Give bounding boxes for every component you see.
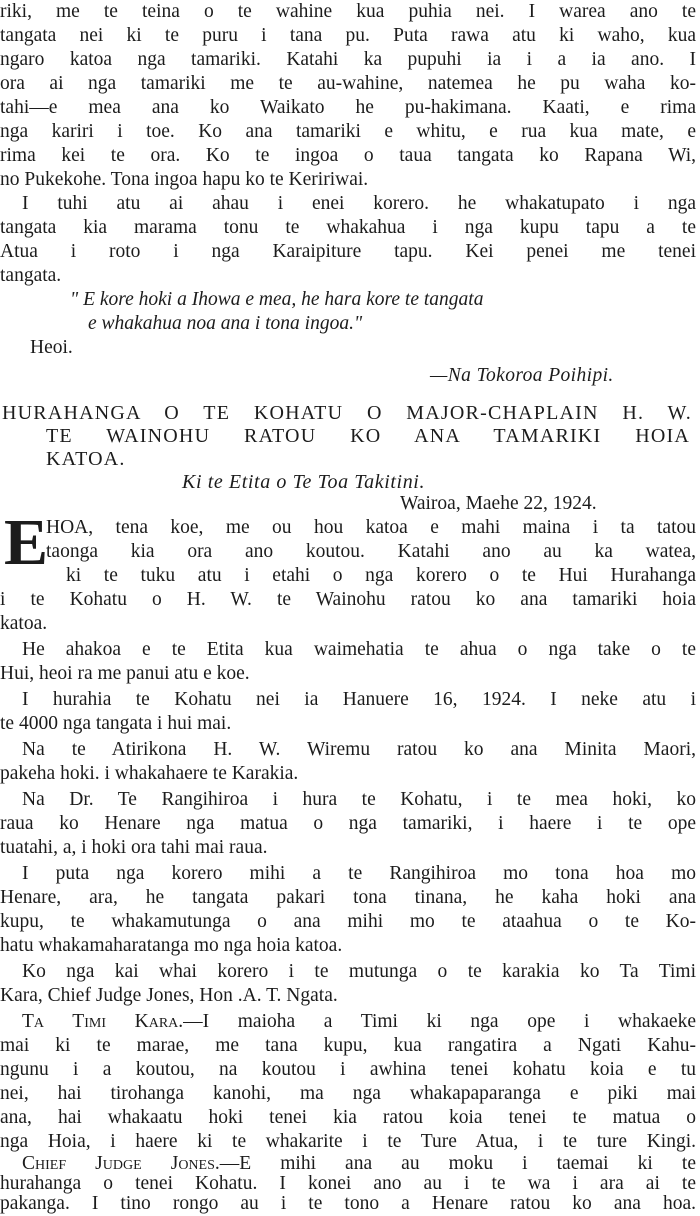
text-line: katoa. <box>0 613 48 634</box>
subheading: Ki te Etita o Te Toa Takitini. <box>182 471 426 493</box>
text-line: ki te tuku atu i etahi o nga korero o te Hui Hurahanga <box>66 565 696 586</box>
text-line: nei, hai tirohanga kanohi, ma nga whakapaparanga e piki mai <box>0 1083 696 1104</box>
text-line <box>22 1010 696 1034</box>
text-line: kupu, te whakamutunga o ana mihi mo te ataahua o te Ko- <box>0 911 696 932</box>
speaker-name: Ta Timi Kara. <box>22 1011 184 1032</box>
text-line: I hurahia te Kohatu nei ia Hanuere 16, 1924. I neke atu i <box>22 689 696 710</box>
text-line: Hui, heoi ra me panui atu e koe. <box>0 663 250 684</box>
headline: KATOA. <box>46 448 126 470</box>
speaker-name: Chief Judge Jones. <box>22 1153 220 1174</box>
speech-text: —E mihi ana au moku i taemai ki te <box>219 1153 696 1174</box>
text-line: nga Hoia, i haere ki te whakarite i te Ture Atua, i te ture Kingi. <box>0 1131 696 1152</box>
text-line: te 4000 nga tangata i hui mai. <box>0 713 232 734</box>
speech-text: —I maioha a Timi ki nga ope i whakaeke <box>183 1011 696 1032</box>
quote-line: e whakahua noa ana i tona ingoa." <box>88 313 363 334</box>
text-line: tangata. <box>0 265 62 286</box>
text-line: I puta nga korero mihi a te Rangihiroa mo tona hoa mo <box>22 863 696 884</box>
dateline: Wairoa, Maehe 22, 1924. <box>400 493 597 514</box>
text-line: i te Kohatu o H. W. te Wainohu ratou ko ana tamariki hoia <box>0 589 696 610</box>
quote-line: " E kore hoki a Ihowa e mea, he hara kore te tangata <box>70 289 484 310</box>
text-line: ana, hai whakaatu hoki tenei kia ratou koia tenei te matua o <box>0 1107 696 1128</box>
text-line: Atua i roto i nga Karaipiture tapu. Kei penei me tenei <box>0 241 696 262</box>
text-line: Na Dr. Te Rangihiroa i hura te Kohatu, i te mea hoki, ko <box>22 789 696 810</box>
signature: —Na Tokoroa Poihipi. <box>430 365 614 386</box>
text-line: Kara, Chief Judge Jones, Hon .A. T. Ngata. <box>0 985 338 1006</box>
text-line: mai ki te marae, me tana kupu, kua rangatira a Ngati Kahu- <box>0 1035 696 1056</box>
text-line: rima kei te ora. Ko te ingoa o taua tangata ko Rapana Wi, <box>0 145 696 166</box>
text-line: taonga kia ora ano koutou. Katahi ano au ka watea, <box>46 541 696 562</box>
text-line: raua ko Henare nga matua o nga tamariki, i haere i te ope <box>0 813 696 834</box>
text-line: pakanga. I tino rongo au i te tono a Henare ratou ko ana hoa. <box>0 1193 696 1214</box>
text-line: hurahanga o tenei Kohatu. I konei ano au i te wa i ara ai te <box>0 1173 696 1194</box>
text-line: He ahakoa e te Etita kua waimehatia te ahua o nga take o te <box>22 639 696 660</box>
text-line: hatu whakamaharatanga mo nga hoia katoa. <box>0 935 343 956</box>
headline: TE WAINOHU RATOU KO ANA TAMARIKI HOIA <box>46 425 690 447</box>
text-line: ngaro katoa nga tamariki. Katahi ka pupuhi ia i a ia ano. I <box>0 49 696 70</box>
text-line: I tuhi atu ai ahau i enei korero. he whakatupato i nga <box>22 193 696 214</box>
text-line: riki, me te teina o te wahine kua puhia nei. I warea ano te <box>0 1 696 22</box>
text-line: Ko nga kai whai korero i te mutunga o te karakia ko Ta Timi <box>22 961 696 982</box>
text-line: Na te Atirikona H. W. Wiremu ratou ko ana Minita Maori, <box>22 739 696 760</box>
text-line: tahi—e mea ana ko Waikato he pu-hakimana. Kaati, e rima <box>0 97 696 118</box>
text-line: Henare, ara, he tangata pakari tona tinana, he kaha hoki ana <box>0 887 696 908</box>
headline: HURAHANGA O TE KOHATU O MAJOR-CHAPLAIN H. W. <box>2 402 692 424</box>
drop-cap: E <box>4 506 49 579</box>
text-line: HOA, tena koe, me ou hou katoa e mahi maina i ta tatou <box>46 517 696 538</box>
text-line: no Pukekohe. Tona ingoa hapu ko te Keririwai. <box>0 169 369 190</box>
text-line: tuatahi, a, i hoki ora tahi mai raua. <box>0 837 268 858</box>
text-line: ora ai nga tamariki me te au-wahine, natemea he pu waha ko- <box>0 73 696 94</box>
closing-word: Heoi. <box>30 337 73 358</box>
text-line: pakeha hoki. i whakahaere te Karakia. <box>0 763 299 784</box>
text-line: tangata nei ki te puru i tana pu. Puta rawa atu ki waho, kua <box>0 25 696 46</box>
text-line: ngunu i a koutou, na koutou i awhina tenei kohatu koia e tu <box>0 1059 696 1080</box>
text-line: tangata kia marama tonu te whakahua i nga kupu tapu a te <box>0 217 696 238</box>
text-line: nga kariri i toe. Ko ana tamariki e whitu, e rua kua mate, e <box>0 121 696 142</box>
